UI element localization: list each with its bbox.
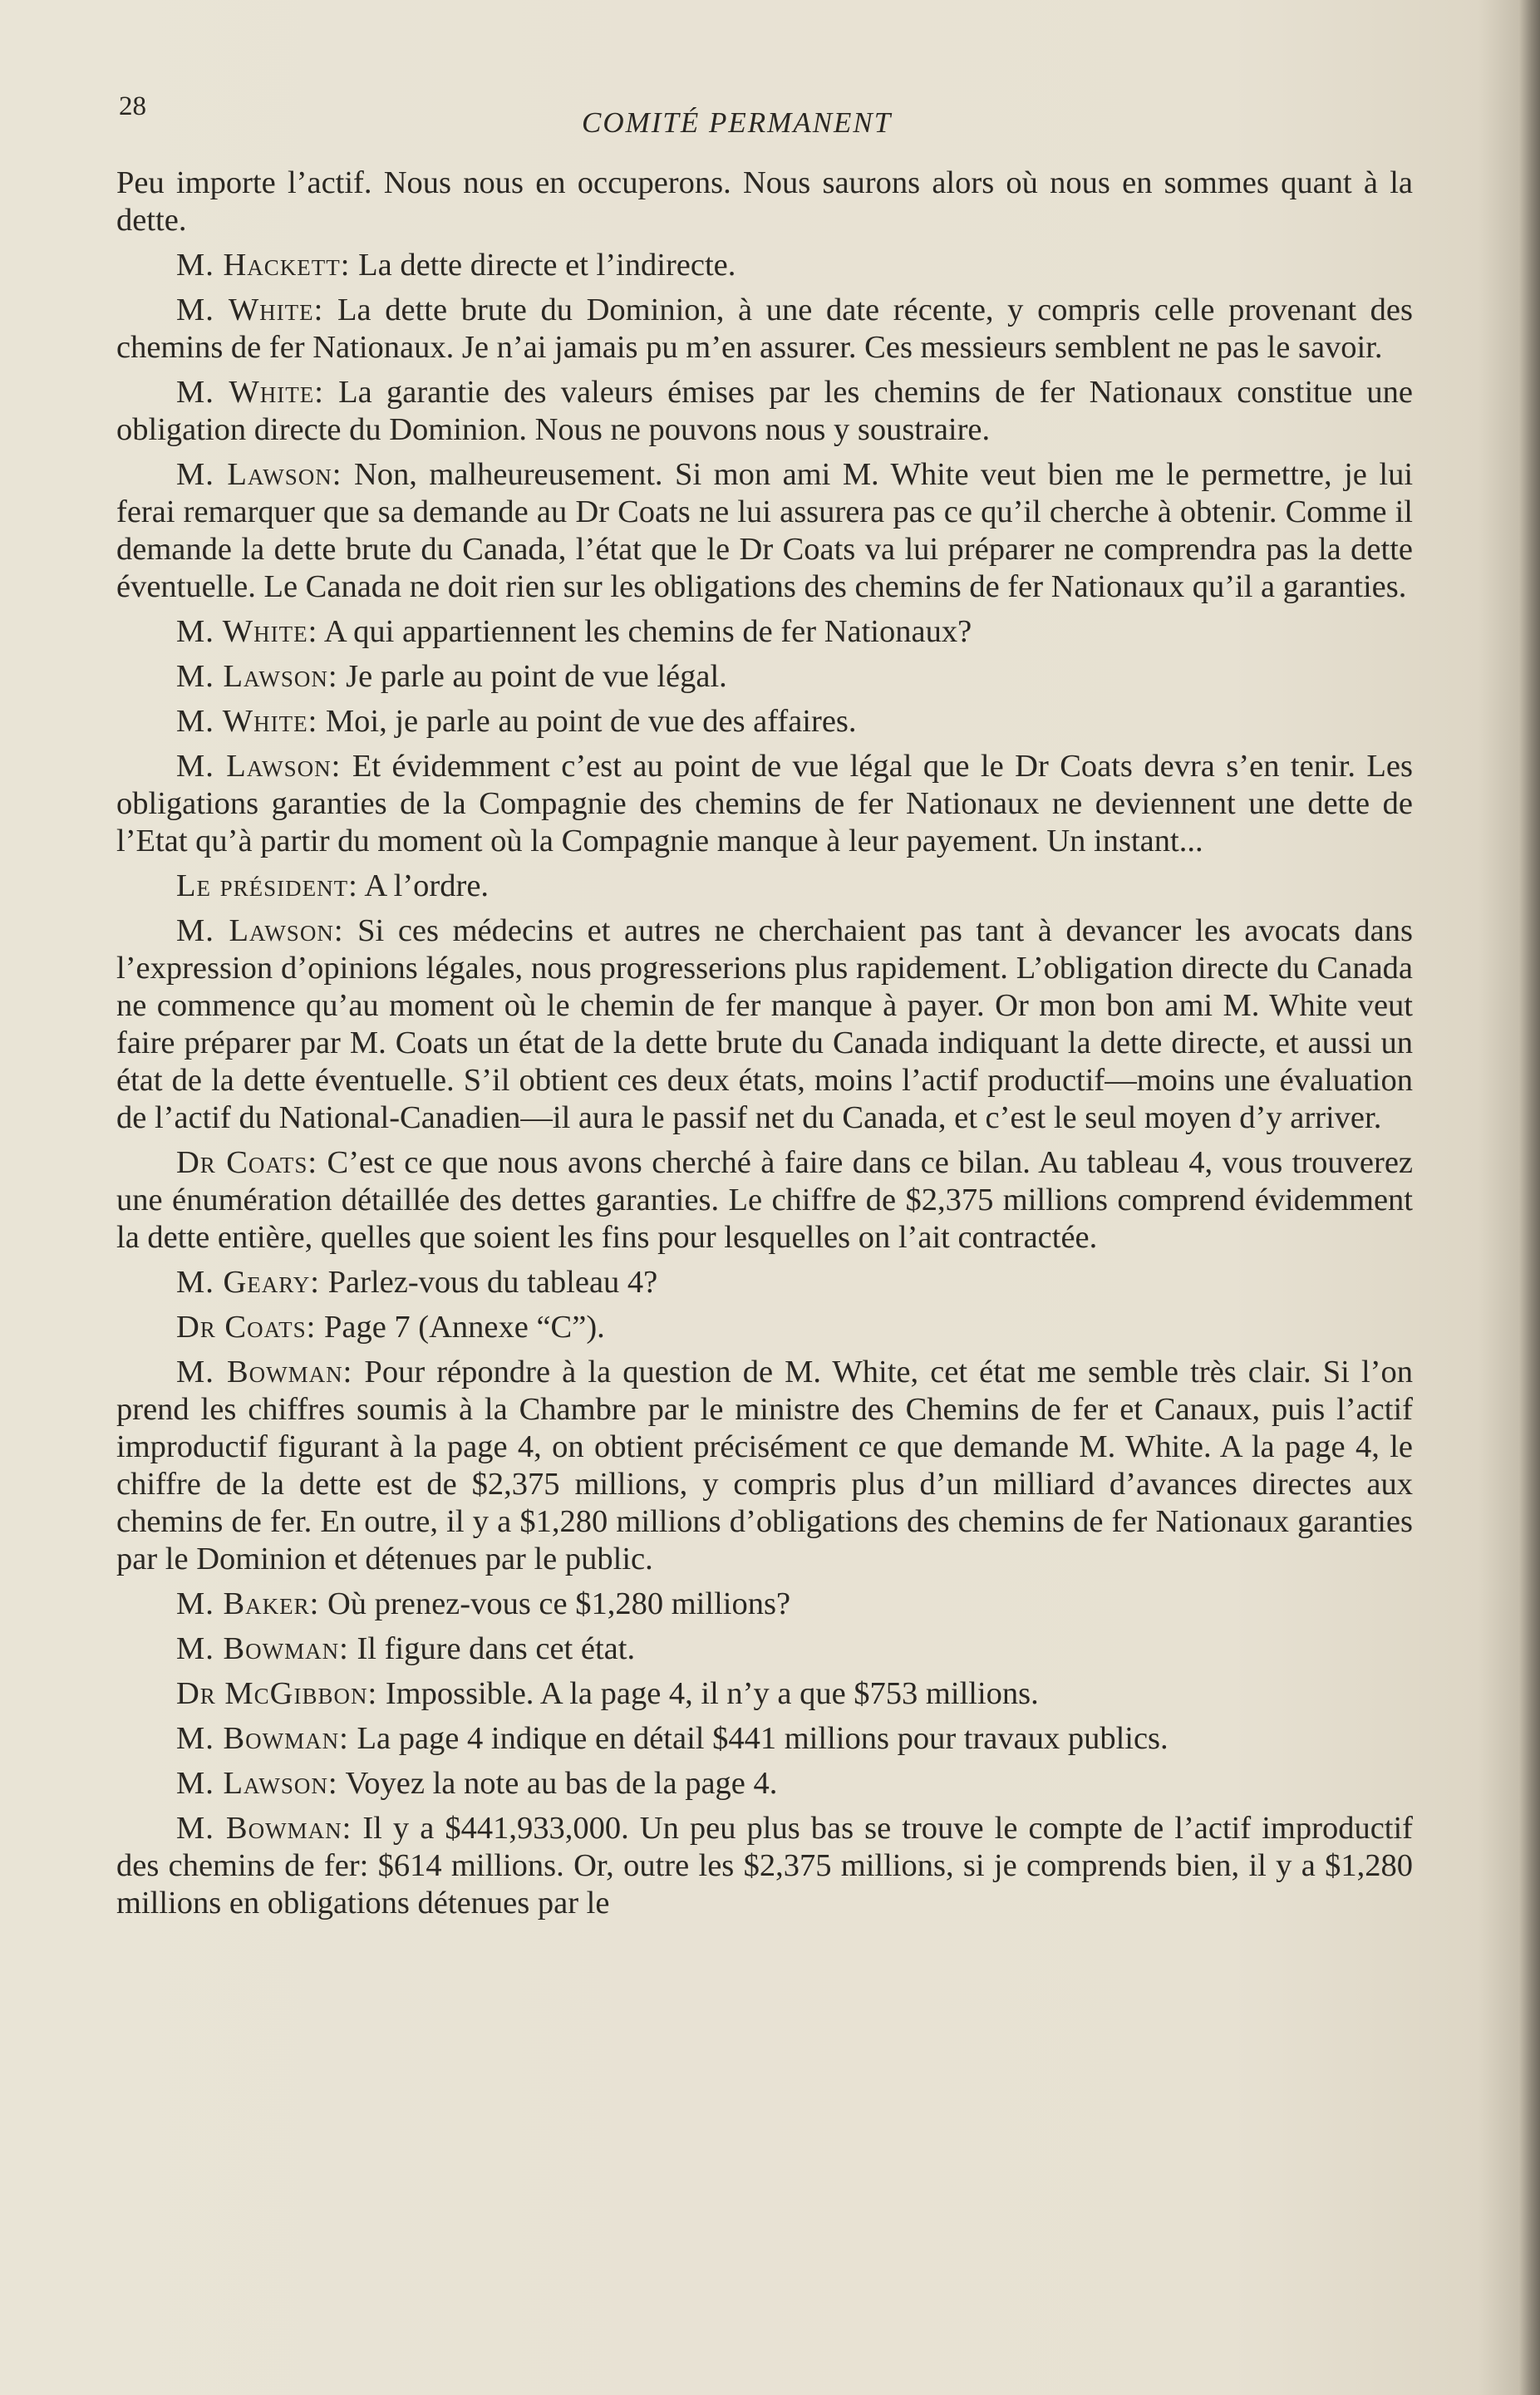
speaker-name: Dr Coats: bbox=[176, 1310, 317, 1345]
paragraph-text: Voyez la note au bas de la page 4. bbox=[345, 1766, 778, 1801]
paragraph bbox=[116, 456, 1413, 606]
paragraph-text: Moi, je parle au point de vue des affaires. bbox=[325, 704, 857, 739]
paragraph-text: La garantie des valeurs émises par les chemins de fer Nationaux constitue une obligation directe du Dominion. Nous ne pouvons nous y soustraire. bbox=[116, 375, 1414, 447]
running-head: COMITÉ PERMANENT bbox=[582, 106, 893, 139]
paragraph bbox=[116, 1675, 1413, 1713]
speaker-name: M. Bowman: bbox=[176, 1355, 353, 1389]
paragraph-text: Pour répondre à la question de M. White, cet état me semble très clair. Si l’on prend les chiffres soumis à la Chambre par le ministre des Chemins de fer et Canaux, puis l’actif improductif figurant à la page 4, on obtient précisément ce que demande M. White. A la page 4, le chiffre de la dette est de $2,375 millions, y compris plus d’un milliard d’avances directes aux chemins de fer. En outre, il y a $1,280 millions d’obligations des chemins de fer Nationaux garanties par le Dominion et détenues par le public. bbox=[116, 1355, 1413, 1576]
paragraph bbox=[116, 703, 1413, 740]
page-number: 28 bbox=[119, 91, 146, 121]
paragraph-text: A qui appartiennent les chemins de fer Nationaux? bbox=[323, 614, 972, 649]
paragraph-text: Si ces médecins et autres ne cherchaient pas tant à devancer les avocats dans l’expression d’opinions légales, nous progresserions plus rapidement. L’obligation directe du Canada ne commence qu’au moment où le chemin de fer manque à payer. Or mon bon ami M. White veut faire préparer par M. Coats un état de la dette brute du Canada indiquant la dette directe, et aussi un état de la dette éventuelle. S’il obtient ces deux états, moins l’actif productif—moins une évaluation de l’actif du National-Canadien—il aura le passif net du Canada, et c’est le seul moyen d’y arriver. bbox=[116, 913, 1413, 1135]
speaker-name: M. Geary: bbox=[176, 1265, 320, 1300]
speaker-name: M. White: bbox=[176, 375, 324, 410]
paragraph bbox=[116, 748, 1413, 860]
paragraph-text: Impossible. A la page 4, il n’y a que $753 millions. bbox=[385, 1676, 1039, 1711]
paragraph bbox=[116, 165, 1413, 239]
speaker-name: M. White: bbox=[176, 704, 318, 739]
paragraph bbox=[116, 658, 1413, 696]
body-text bbox=[116, 165, 1413, 1930]
speaker-name: M. Baker: bbox=[176, 1586, 320, 1621]
speaker-name: M. White: bbox=[176, 293, 324, 327]
speaker-name: Le président: bbox=[176, 868, 358, 903]
paragraph bbox=[116, 868, 1413, 905]
paragraph bbox=[116, 613, 1413, 651]
paragraph bbox=[116, 1264, 1413, 1301]
paragraph bbox=[116, 292, 1413, 366]
speaker-name: M. Bowman: bbox=[176, 1631, 349, 1666]
paragraph-text: Il figure dans cet état. bbox=[357, 1631, 636, 1666]
paragraph bbox=[116, 1309, 1413, 1346]
speaker-name: Dr Coats: bbox=[176, 1145, 318, 1180]
paragraph-text: Il y a $441,933,000. Un peu plus bas se trouve le compte de l’actif improductif des chemins de fer: $614 millions. Or, outre les $2,375 millions, si je comprends bien, il y a $1,280 millions en obligations détenues par le bbox=[116, 1811, 1413, 1920]
paragraph-text: Peu importe l’actif. Nous nous en occuperons. Nous saurons alors où nous en sommes quant à la dette. bbox=[116, 165, 1413, 238]
paragraph bbox=[116, 1354, 1413, 1578]
speaker-name: Dr McGibbon: bbox=[176, 1676, 378, 1711]
paragraph bbox=[116, 1630, 1413, 1668]
paragraph-text: Non, malheureusement. Si mon ami M. White veut bien me le permettre, je lui ferai remarquer que sa demande au Dr Coats ne lui assurera pas ce qu’il cherche à obtenir. Comme il demande la dette brute du Canada, l’état que le Dr Coats va lui préparer ne comprendra pas la dette éventuelle. Le Canada ne doit rien sur les obligations des chemins de fer Nationaux qu’il a garanties. bbox=[116, 457, 1414, 604]
speaker-name: M. Lawson: bbox=[176, 659, 338, 694]
paragraph-text: C’est ce que nous avons cherché à faire dans ce bilan. Au tableau 4, vous trouverez une énumération détaillée des dettes garanties. Le chiffre de $2,375 millions comprend évidemment la dette entière, quelles que soient les fins pour lesquelles on l’ait contractée. bbox=[116, 1145, 1414, 1255]
paragraph-text: A l’ordre. bbox=[364, 868, 490, 903]
paragraph-text: La page 4 indique en détail $441 millions pour travaux publics. bbox=[357, 1721, 1169, 1756]
paragraph bbox=[116, 1144, 1413, 1257]
paragraph bbox=[116, 1765, 1413, 1802]
paragraph bbox=[116, 374, 1413, 449]
paragraph bbox=[116, 1720, 1413, 1758]
speaker-name: M. Bowman: bbox=[176, 1811, 352, 1846]
speaker-name: M. Bowman: bbox=[176, 1721, 349, 1756]
speaker-name: M. Lawson: bbox=[176, 749, 342, 784]
speaker-name: M. Lawson: bbox=[176, 913, 344, 948]
paragraph-text: Page 7 (Annexe “C”). bbox=[323, 1310, 605, 1345]
speaker-name: M. Lawson: bbox=[176, 457, 342, 492]
paragraph-text: Où prenez-vous ce $1,280 millions? bbox=[327, 1586, 791, 1621]
paragraph bbox=[116, 912, 1413, 1137]
book-spine-shadow bbox=[1518, 0, 1540, 2395]
paragraph bbox=[116, 1810, 1413, 1922]
speaker-name: M. Lawson: bbox=[176, 1766, 338, 1801]
paragraph-text: La dette brute du Dominion, à une date récente, y compris celle provenant des chemins de fer Nationaux. Je n’ai jamais pu m’en assurer. Ces messieurs semblent ne pas le savoir. bbox=[116, 293, 1413, 365]
speaker-name: M. Hackett: bbox=[176, 248, 351, 283]
speaker-name: M. White: bbox=[176, 614, 318, 649]
paragraph-text: Parlez-vous du tableau 4? bbox=[327, 1265, 658, 1300]
paragraph-text: Et évidemment c’est au point de vue légal que le Dr Coats devra s’en tenir. Les obligations garanties de la Compagnie des chemins de fer Nationaux ne deviennent une dette de l’Etat qu’à partir du moment où la Compagnie manque à leur payement. Un instant... bbox=[116, 749, 1413, 858]
paragraph-text: La dette directe et l’indirecte. bbox=[358, 248, 736, 283]
paragraph-text: Je parle au point de vue légal. bbox=[346, 659, 727, 694]
paragraph bbox=[116, 1586, 1413, 1623]
paragraph bbox=[116, 247, 1413, 284]
